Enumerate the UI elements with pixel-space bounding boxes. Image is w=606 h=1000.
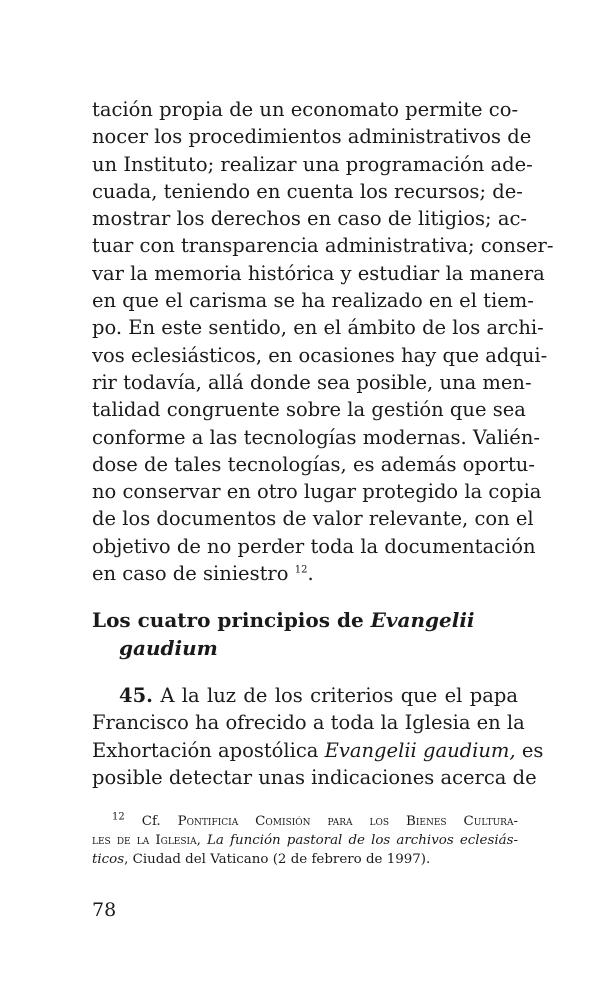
footnote-org-2: les de la Iglesia	[92, 833, 197, 848]
body-line: conforme a las tecnologías modernas. Valién-	[92, 425, 540, 449]
body-line: dose de tales tecnologías, es además oportu-	[92, 452, 535, 476]
body-line: nocer los procedimientos administrativos de	[92, 125, 532, 149]
footnote-rest: , Ciudad del Vaticano (2 de febrero de 1997).	[124, 852, 431, 867]
body-line: tuar con transparencia administrativa; conser-	[92, 234, 554, 258]
body-line: de los documentos de valor relevante, con el	[92, 507, 534, 531]
footnote-marker: 12	[112, 811, 125, 823]
body-line: un Instituto; realizar una programación ade-	[92, 152, 533, 176]
footnote-org: Pontificia Comisión para los Bienes Cultura-	[177, 814, 518, 829]
body-line: tación propia de un economato permite co-	[92, 98, 519, 121]
footnote-cf: Cf.	[141, 814, 178, 829]
body-line: talidad congruente sobre la gestión que sea	[92, 398, 526, 422]
body-line: mostrar los derechos en caso de litigios; ac-	[92, 207, 527, 231]
body-line: rir todavía, allá donde sea posible, una men-	[92, 370, 532, 394]
heading-italic-2: gaudium	[119, 636, 218, 660]
numbered-paragraph	[92, 682, 544, 791]
footnote-title-1: La función pastoral de los archivos eclesiás-	[207, 833, 519, 848]
body-line: objetivo de no perder toda la documentación	[92, 534, 536, 558]
paragraph-line-2: Francisco ha ofrecido a toda la Iglesia en la	[92, 711, 525, 735]
footnote-sep: ,	[196, 833, 207, 848]
paragraph-line-3-post: es	[515, 738, 544, 762]
paragraph-line-1: A la luz de los criterios que el papa	[160, 684, 519, 707]
page-number: 78	[92, 899, 117, 921]
body-line: no conservar en otro lugar protegido la copia	[92, 480, 542, 504]
paragraph-line-4: posible detectar unas indicaciones acerca de	[92, 765, 537, 789]
body-line: cuada, teniendo en cuenta los recursos; de-	[92, 179, 523, 203]
footnote	[92, 812, 518, 869]
paragraph-line-3-pre: Exhortación apostólica	[92, 738, 325, 762]
heading-text: Los cuatro principios de	[92, 608, 371, 632]
body-end-punct: .	[307, 562, 314, 586]
body-last-line	[92, 560, 518, 587]
body-line: po. En este sentido, en el ámbito de los archi-	[92, 316, 544, 340]
footnote-title-2: ticos	[92, 852, 125, 867]
body-last-line-text: en caso de siniestro	[92, 562, 289, 586]
body-line: var la memoria histórica y estudiar la manera	[92, 261, 545, 285]
heading-italic-1: Evangelii	[370, 608, 475, 632]
footnote-reference[interactable]: 12	[294, 564, 308, 576]
body-line: vos eclesiásticos, en ocasiones hay que adqui-	[92, 343, 548, 367]
body-line: en que el carisma se ha realizado en el tiem-	[92, 289, 534, 313]
paragraph-line-3-italic: Evangelii gaudium,	[324, 738, 516, 762]
section-heading	[92, 606, 518, 662]
body-paragraph	[92, 96, 554, 587]
paragraph-number: 45.	[119, 684, 153, 707]
